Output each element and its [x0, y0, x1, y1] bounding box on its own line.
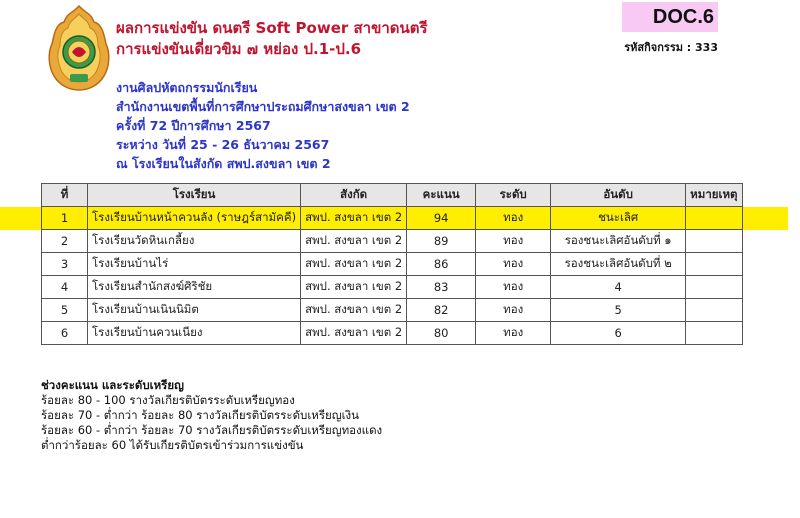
cell-rank: 5	[551, 299, 686, 322]
cell-remark	[686, 230, 742, 253]
cell-score: 80	[407, 322, 476, 345]
column-header-no: ที่	[42, 184, 88, 207]
obec-emblem-logo	[46, 4, 112, 92]
cell-remark	[686, 207, 742, 230]
cell-score: 83	[407, 276, 476, 299]
cell-score: 82	[407, 299, 476, 322]
cell-remark	[686, 253, 742, 276]
cell-level: ทอง	[476, 230, 551, 253]
cell-score: 89	[407, 230, 476, 253]
page-title: ผลการแข่งขัน ดนตรี Soft Power สาขาดนตรี	[116, 19, 428, 37]
doc-badge: DOC.6	[622, 2, 718, 32]
cell-rank: 4	[551, 276, 686, 299]
cell-no: 2	[42, 230, 88, 253]
column-header-affiliation: สังกัด	[301, 184, 407, 207]
cell-school: โรงเรียนบ้านเนินนิมิต	[88, 299, 301, 322]
legend-line: ร้อยละ 70 - ต่ำกว่า ร้อยละ 80 รางวัลเกียรติบัตรระดับเหรียญเงิน	[41, 408, 359, 422]
cell-no: 6	[42, 322, 88, 345]
legend-title: ช่วงคะแนน และระดับเหรียญ	[41, 378, 184, 392]
cell-affiliation: สพป. สงขลา เขต 2	[301, 276, 407, 299]
cell-affiliation: สพป. สงขลา เขต 2	[301, 322, 407, 345]
table-row	[42, 276, 743, 299]
cell-school: โรงเรียนบ้านควนเนียง	[88, 322, 301, 345]
cell-remark	[686, 276, 742, 299]
cell-no: 4	[42, 276, 88, 299]
info-line: ณ โรงเรียนในสังกัด สพป.สงขลา เขต 2	[116, 156, 331, 171]
event-info	[116, 78, 410, 173]
contest-name: การแข่งขันเดี่ยวขิม ๗ หย่อง ป.1-ป.6	[116, 40, 362, 58]
cell-affiliation: สพป. สงขลา เขต 2	[301, 253, 407, 276]
cell-remark	[686, 322, 742, 345]
cell-school: โรงเรียนวัดหินเกลี้ยง	[88, 230, 301, 253]
cell-level: ทอง	[476, 299, 551, 322]
cell-score: 94	[407, 207, 476, 230]
column-header-level: ระดับ	[476, 184, 551, 207]
cell-no: 1	[42, 207, 88, 230]
cell-affiliation: สพป. สงขลา เขต 2	[301, 299, 407, 322]
results-table	[41, 183, 743, 345]
column-header-remark: หมายเหตุ	[686, 184, 742, 207]
table-header-row	[42, 184, 743, 207]
cell-rank: ชนะเลิศ	[551, 207, 686, 230]
table-row	[42, 230, 743, 253]
table-row	[42, 322, 743, 345]
cell-school: โรงเรียนบ้านไร่	[88, 253, 301, 276]
info-line: ครั้งที่ 72 ปีการศึกษา 2567	[116, 118, 271, 133]
cell-school: โรงเรียนบ้านหน้าควนลัง (ราษฎร์สามัคคี)	[88, 207, 301, 230]
table-row	[42, 253, 743, 276]
info-line: งานศิลปหัตถกรรมนักเรียน	[116, 80, 258, 95]
cell-level: ทอง	[476, 207, 551, 230]
cell-no: 3	[42, 253, 88, 276]
info-line: สำนักงานเขตพื้นที่การศึกษาประถมศึกษาสงขลา เขต 2	[116, 99, 410, 114]
cell-level: ทอง	[476, 276, 551, 299]
table-row	[42, 299, 743, 322]
cell-level: ทอง	[476, 253, 551, 276]
cell-affiliation: สพป. สงขลา เขต 2	[301, 207, 407, 230]
table-row	[42, 207, 743, 230]
info-line: ระหว่าง วันที่ 25 - 26 ธันวาคม 2567	[116, 137, 330, 152]
column-header-school: โรงเรียน	[88, 184, 301, 207]
cell-remark	[686, 299, 742, 322]
cell-score: 86	[407, 253, 476, 276]
cell-no: 5	[42, 299, 88, 322]
legend-line: ต่ำกว่าร้อยละ 60 ได้รับเกียรติบัตรเข้าร่วมการแข่งขัน	[41, 438, 304, 452]
column-header-rank: อันดับ	[551, 184, 686, 207]
cell-school: โรงเรียนสำนักสงฆ์ศิริชัย	[88, 276, 301, 299]
column-header-score: คะแนน	[407, 184, 476, 207]
cell-rank: รองชนะเลิศอันดับที่ ๑	[551, 230, 686, 253]
activity-code: รหัสกิจกรรม : 333	[624, 41, 718, 54]
cell-rank: 6	[551, 322, 686, 345]
legend-line: ร้อยละ 80 - 100 รางวัลเกียรติบัตรระดับเหรียญทอง	[41, 393, 295, 407]
legend-line: ร้อยละ 60 - ต่ำกว่า ร้อยละ 70 รางวัลเกียรติบัตรระดับเหรียญทองแดง	[41, 423, 383, 437]
cell-rank: รองชนะเลิศอันดับที่ ๒	[551, 253, 686, 276]
score-legend	[41, 378, 382, 453]
cell-level: ทอง	[476, 322, 551, 345]
cell-affiliation: สพป. สงขลา เขต 2	[301, 230, 407, 253]
